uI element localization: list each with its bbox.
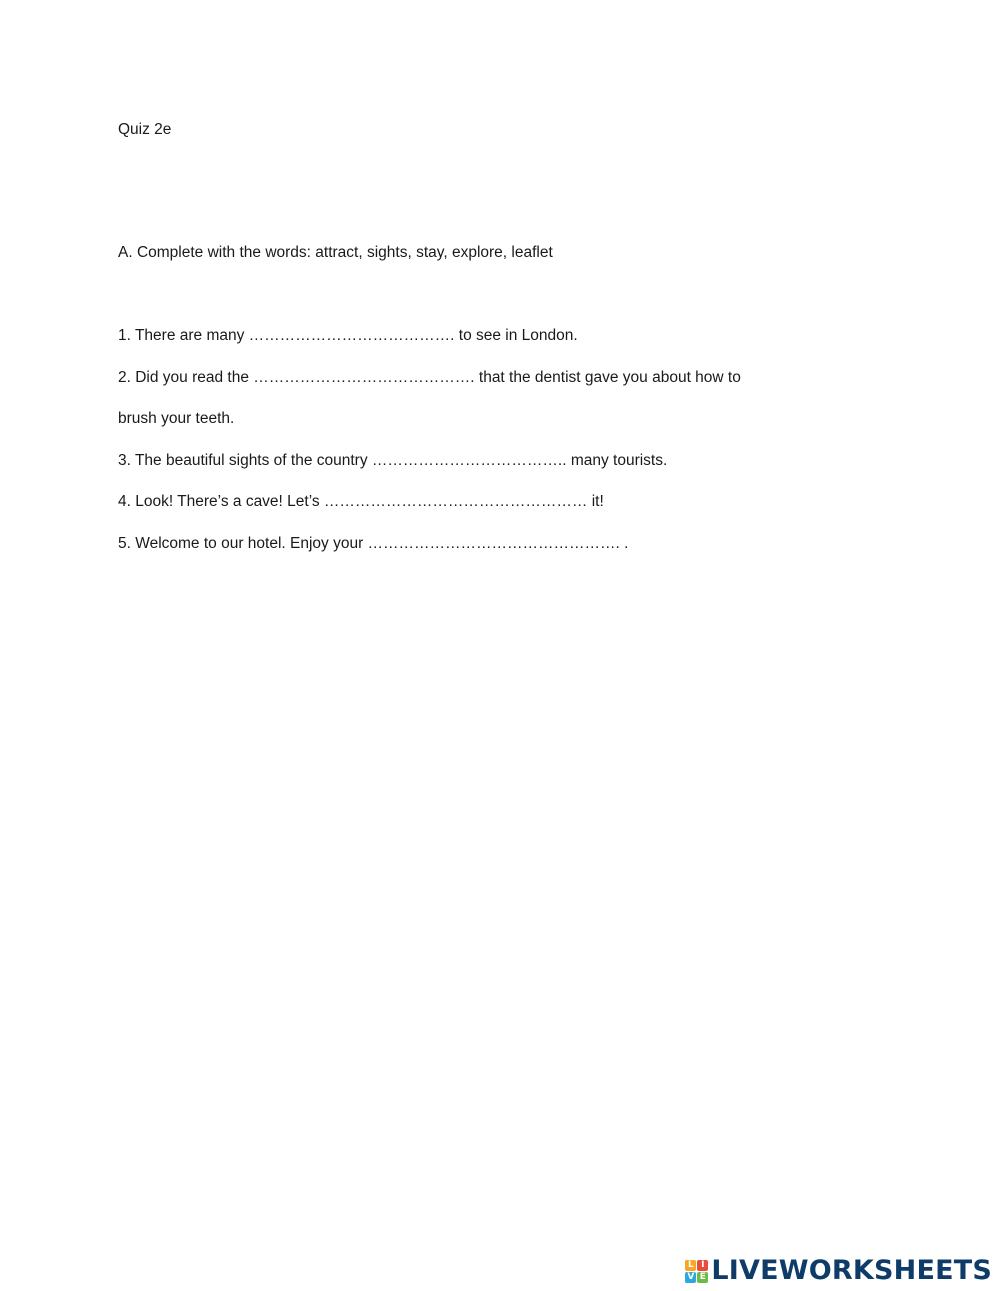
question-4: 4. Look! There’s a cave! Let’s …………………………………………… it! bbox=[118, 493, 604, 510]
logo-badge-icon bbox=[685, 1260, 708, 1283]
liveworksheets-logo bbox=[685, 1256, 992, 1286]
logo-badge-letter: L bbox=[685, 1260, 696, 1271]
question-1: 1. There are many …………………………………. to see in London. bbox=[118, 327, 578, 344]
logo-badge-letter: V bbox=[685, 1272, 696, 1283]
question-2: 2. Did you read the ……………………………………. that the dentist gave you about how to bbox=[118, 369, 741, 386]
question-3: 3. The beautiful sights of the country ……………………………….. many tourists. bbox=[118, 452, 668, 469]
question-2-continuation: brush your teeth. bbox=[118, 410, 235, 427]
logo-badge-letter: I bbox=[697, 1260, 708, 1271]
instruction-text: A. Complete with the words: attract, sights, stay, explore, leaflet bbox=[118, 244, 553, 261]
logo-badge-letter: E bbox=[697, 1272, 708, 1283]
question-5: 5. Welcome to our hotel. Enjoy your …………………………………………. . bbox=[118, 535, 629, 552]
logo-wordmark: LIVEWORKSHEETS bbox=[711, 1255, 992, 1286]
quiz-title: Quiz 2e bbox=[118, 121, 172, 138]
